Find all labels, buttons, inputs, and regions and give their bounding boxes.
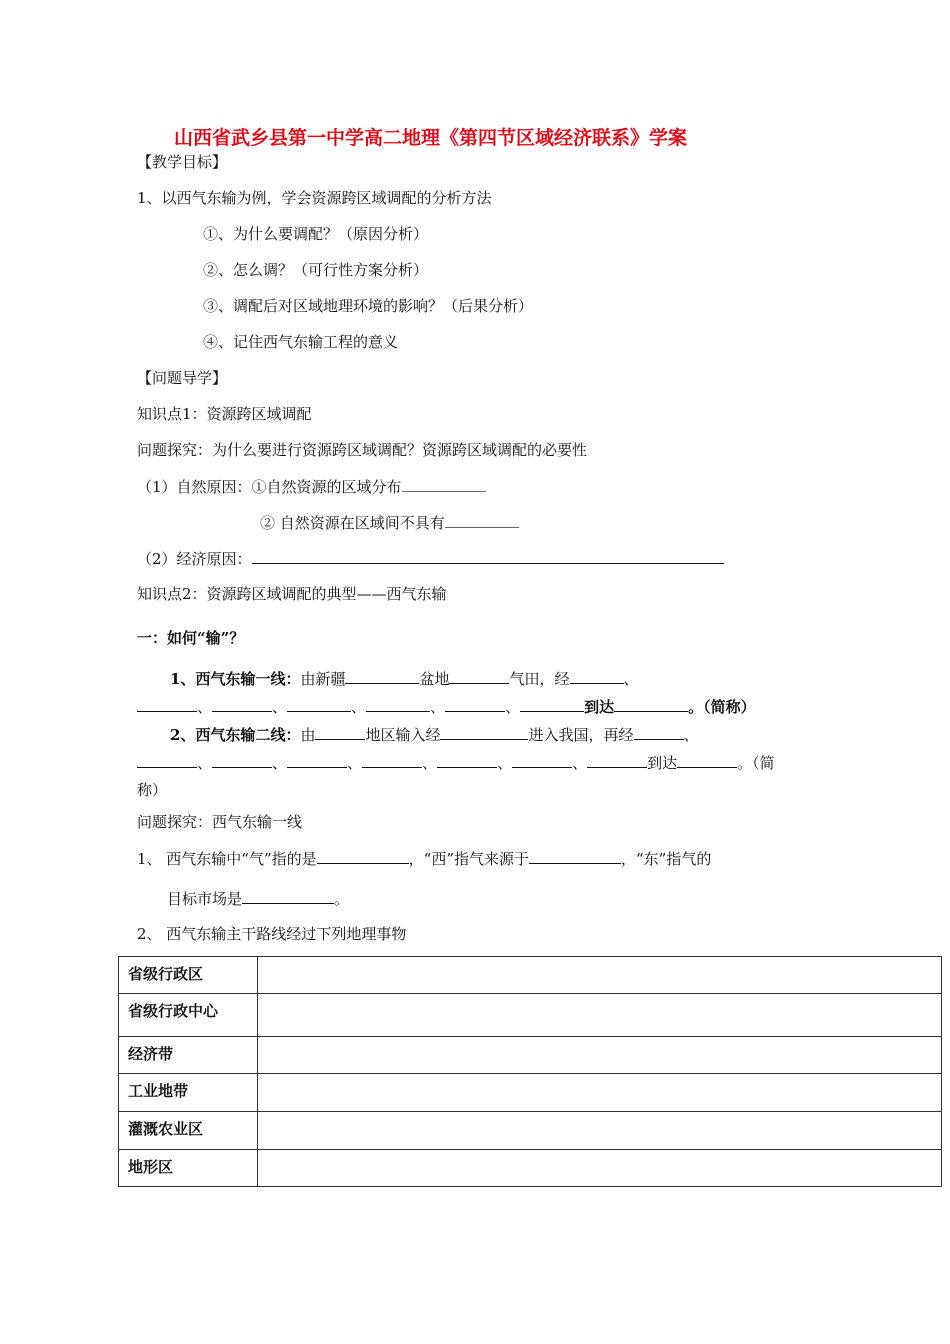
goal-1-item: ②、怎么调？（可行性方案分析） xyxy=(203,261,429,279)
goal-1-item: ①、为什么要调配？（原因分析） xyxy=(203,225,429,243)
table-row-label: 工业地带 xyxy=(119,1074,258,1112)
pipeline-line-2-row-1 xyxy=(170,724,699,745)
answer-blank[interactable] xyxy=(445,512,519,528)
table-row xyxy=(119,1074,942,1112)
table-row-label: 经济带 xyxy=(119,1037,258,1074)
separator: 、 xyxy=(351,698,367,716)
table-row xyxy=(119,994,942,1037)
separator: 、 xyxy=(505,698,521,716)
answer-blank[interactable] xyxy=(137,696,197,712)
natural-reason-row-b xyxy=(260,512,519,533)
answer-blank[interactable] xyxy=(287,752,347,768)
part-1-title: 一：如何“输”？ xyxy=(137,629,245,647)
answer-blank[interactable] xyxy=(242,888,334,904)
answer-blank[interactable] xyxy=(212,696,272,712)
natural-reason-a-text: （1）自然原因：①自然资源的区域分布 xyxy=(137,478,402,496)
text: ，“东”指气的 xyxy=(621,850,712,868)
section-heading-guide: 【问题导学】 xyxy=(137,369,228,387)
question-1-row-1 xyxy=(137,848,711,869)
pipeline-line-2-row-2 xyxy=(137,752,775,773)
text: 盆地 xyxy=(419,670,450,688)
answer-blank[interactable] xyxy=(449,668,509,684)
pipeline-line-2-row-3: 称） xyxy=(137,781,168,799)
table-row xyxy=(119,1037,942,1074)
text: 由 xyxy=(300,726,316,744)
text: 、 xyxy=(683,726,699,744)
table-answer-cell[interactable] xyxy=(258,994,942,1037)
table-row-label: 灌溉农业区 xyxy=(119,1112,258,1150)
question-explore-1: 问题探究：为什么要进行资源跨区域调配？资源跨区域调配的必要性 xyxy=(137,441,588,459)
text: 、 xyxy=(623,670,639,688)
answer-blank[interactable] xyxy=(345,668,419,684)
answer-blank[interactable] xyxy=(677,752,737,768)
text: 1、 西气东输中“气”指的是 xyxy=(137,850,317,868)
geography-table xyxy=(118,956,942,1187)
section-heading-goals: 【教学目标】 xyxy=(137,153,228,171)
answer-blank[interactable] xyxy=(317,848,409,864)
answer-blank[interactable] xyxy=(512,752,572,768)
answer-blank[interactable] xyxy=(440,724,528,740)
separator: 、 xyxy=(430,698,446,716)
table-answer-cell[interactable] xyxy=(258,1150,942,1187)
answer-blank[interactable] xyxy=(366,696,430,712)
separator: 、 xyxy=(197,698,213,716)
table-row xyxy=(119,1112,942,1150)
separator: 、 xyxy=(422,754,438,772)
pipeline-line-2-label: 2、西气东输二线： xyxy=(170,726,301,744)
separator: 、 xyxy=(572,754,588,772)
text: 地区输入经 xyxy=(365,726,441,744)
table-answer-cell[interactable] xyxy=(258,1074,942,1112)
table-row-label: 省级行政区 xyxy=(119,957,258,994)
question-2: 2、 西气东输主干路线经过下列地理事物 xyxy=(137,925,407,943)
text: 目标市场是 xyxy=(167,890,243,908)
natural-reason-b-text: ② 自然资源在区域间不具有 xyxy=(260,514,445,532)
knowledge-point-2: 知识点2：资源跨区域调配的典型——西气东输 xyxy=(137,585,447,603)
pipeline-line-1-row-1 xyxy=(170,668,639,689)
question-1-row-2 xyxy=(167,888,349,909)
arrive-text: 到达 xyxy=(584,698,615,716)
answer-blank[interactable] xyxy=(437,752,497,768)
answer-blank[interactable] xyxy=(315,724,365,740)
text: ，“西”指气来源于 xyxy=(408,850,529,868)
table-row xyxy=(119,1150,942,1187)
goal-1: 1、以西气东输为例，学会资源跨区域调配的分析方法 xyxy=(137,189,492,207)
separator: 、 xyxy=(197,754,213,772)
answer-blank[interactable] xyxy=(520,696,584,712)
separator: 、 xyxy=(272,754,288,772)
text: 。 xyxy=(334,890,350,908)
table-answer-cell[interactable] xyxy=(258,1037,942,1074)
answer-blank[interactable] xyxy=(287,696,351,712)
answer-blank[interactable] xyxy=(137,752,197,768)
text: 由新疆 xyxy=(300,670,346,688)
pipeline-line-1-row-2 xyxy=(137,696,756,717)
natural-reason-row-a xyxy=(137,476,486,497)
short-name-text: 。（简称） xyxy=(688,698,756,716)
separator: 、 xyxy=(497,754,513,772)
answer-blank[interactable] xyxy=(529,848,621,864)
answer-blank[interactable] xyxy=(587,752,647,768)
text: 气田，经 xyxy=(509,670,570,688)
answer-blank[interactable] xyxy=(252,548,724,564)
answer-blank[interactable] xyxy=(402,476,486,492)
separator: 、 xyxy=(347,754,363,772)
question-explore-2: 问题探究：西气东输一线 xyxy=(137,813,303,831)
answer-blank[interactable] xyxy=(362,752,422,768)
answer-blank[interactable] xyxy=(445,696,505,712)
page-title: 山西省武乡县第一中学高二地理《第四节区域经济联系》学案 xyxy=(174,127,688,149)
arrive-text: 到达 xyxy=(647,754,678,772)
table-row-label: 地形区 xyxy=(119,1150,258,1187)
answer-blank[interactable] xyxy=(570,668,624,684)
knowledge-point-1: 知识点1：资源跨区域调配 xyxy=(137,405,312,423)
pipeline-line-1-label: 1、西气东输一线： xyxy=(170,670,301,688)
answer-blank[interactable] xyxy=(634,724,684,740)
table-row xyxy=(119,957,942,994)
answer-blank[interactable] xyxy=(614,696,688,712)
table-answer-cell[interactable] xyxy=(258,1112,942,1150)
goal-1-item: ③、调配后对区域地理环境的影响？（后果分析） xyxy=(203,297,534,315)
answer-blank[interactable] xyxy=(212,752,272,768)
goal-1-item: ④、记住西气东输工程的意义 xyxy=(203,333,399,351)
table-answer-cell[interactable] xyxy=(258,957,942,994)
economic-reason-row xyxy=(137,548,724,569)
short-name-text: 。（简 xyxy=(737,754,775,772)
separator: 、 xyxy=(272,698,288,716)
text: 进入我国，再经 xyxy=(528,726,634,744)
table-row-label: 省级行政中心 xyxy=(119,994,258,1037)
economic-reason-text: （2）经济原因： xyxy=(137,550,252,568)
